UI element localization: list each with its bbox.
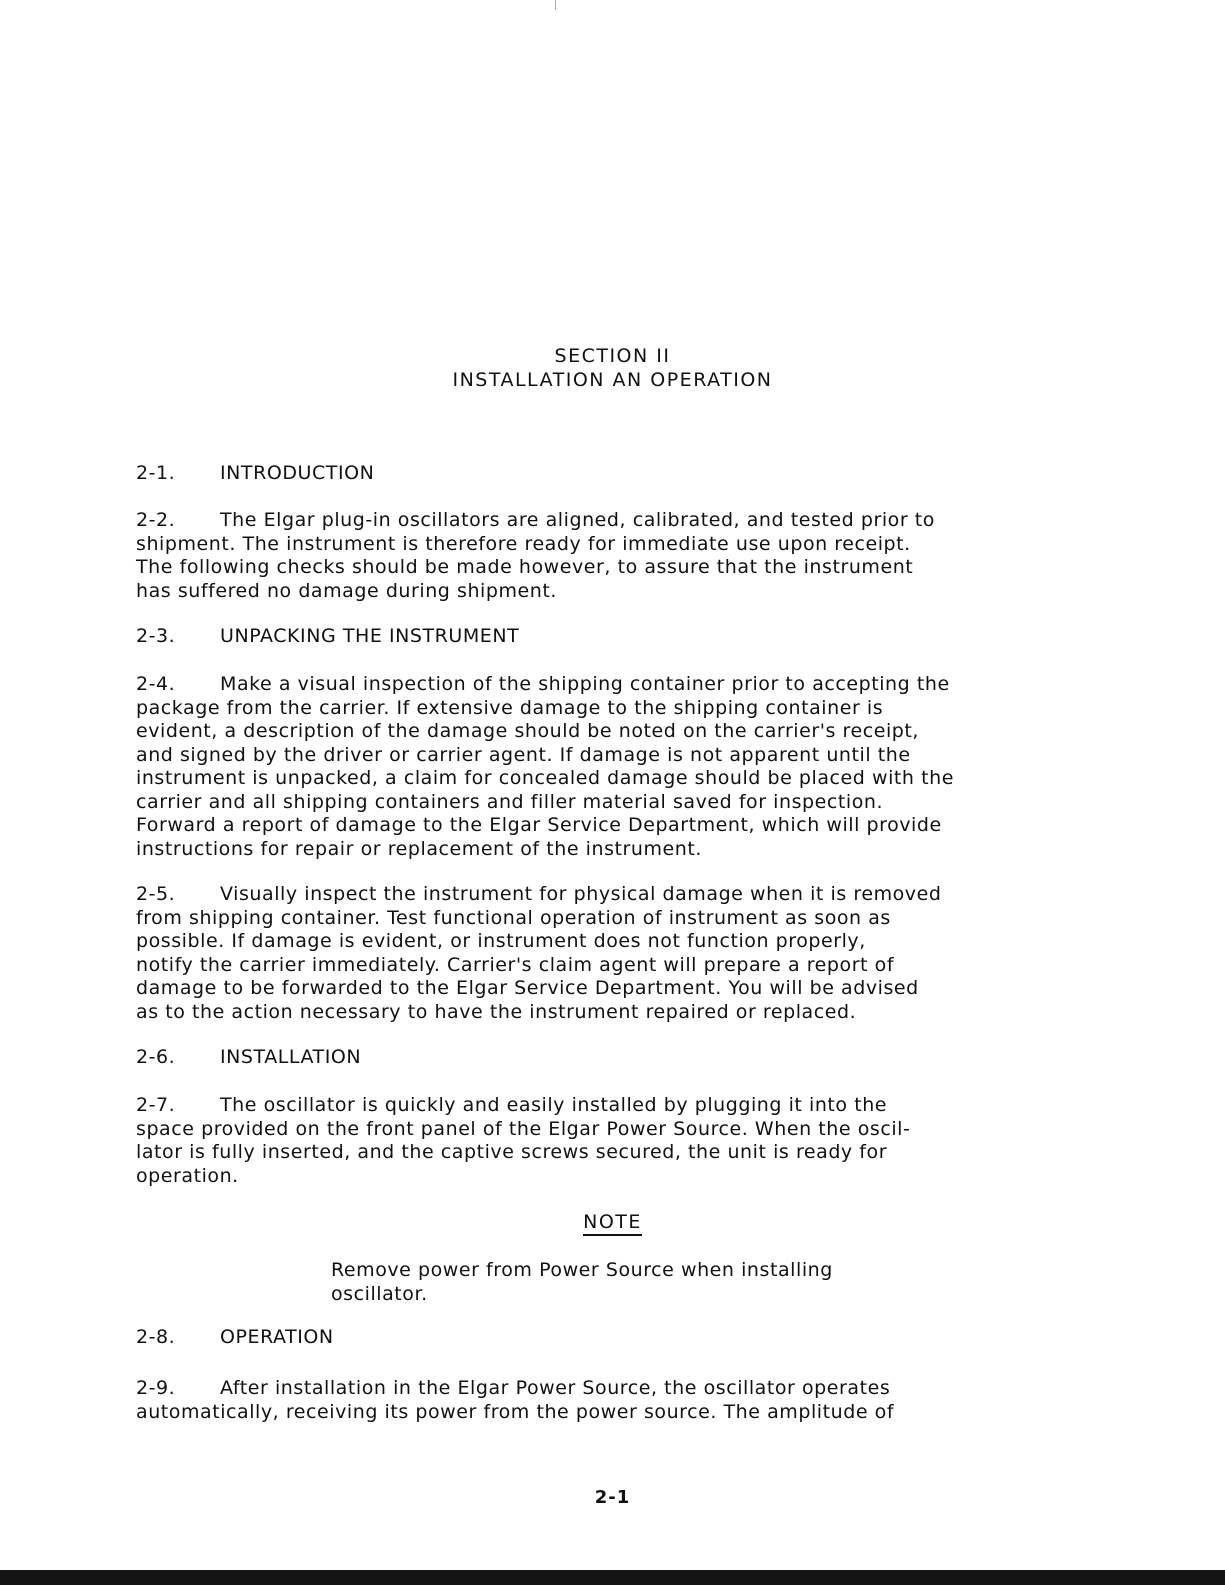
paragraph-line: Forward a report of damage to the Elgar Service Department, which will provide <box>136 814 942 836</box>
paragraph-number: 2-5. <box>136 883 176 905</box>
note-line: Remove power from Power Source when installing <box>331 1259 833 1281</box>
paragraph-line: package from the carrier. If extensive damage to the shipping container is <box>136 696 884 719</box>
paragraph-line: as to the action necessary to have the instrument repaired or replaced. <box>136 1000 857 1023</box>
paragraph-2-9 <box>136 1377 1116 1424</box>
heading-number: 2-1. <box>136 462 176 484</box>
paragraph-line: and signed by the driver or carrier agent. If damage is not apparent until the <box>136 743 911 766</box>
paragraph-line: instructions for repair or replacement of the instrument. <box>136 837 702 860</box>
paragraph-line: Visually inspect the instrument for physical damage when it is removed <box>220 883 942 905</box>
heading-unpacking <box>136 625 1116 649</box>
heading-text: INSTALLATION <box>220 1046 362 1068</box>
paragraph-line: notify the carrier immediately. Carrier's claim agent will prepare a report of <box>136 953 895 976</box>
paragraph-line: Make a visual inspection of the shipping container prior to accepting the <box>220 673 950 695</box>
paragraph-2-7 <box>136 1094 1116 1188</box>
page-number: 2-1 <box>594 1487 631 1508</box>
heading-number: 2-8. <box>136 1326 176 1348</box>
note-body <box>331 1259 833 1306</box>
paragraph-line: shipment. The instrument is therefore ready for immediate use upon receipt. <box>136 532 911 555</box>
heading-text: UNPACKING THE INSTRUMENT <box>220 625 520 647</box>
note-title-text: NOTE <box>583 1211 642 1236</box>
paragraph-number: 2-9. <box>136 1377 176 1399</box>
section-label: SECTION II <box>554 345 671 367</box>
paragraph-line: The Elgar plug-in oscillators are aligned, calibrated, and tested prior to <box>220 509 935 531</box>
paragraph-line: The following checks should be made however, to assure that the instrument <box>136 556 914 578</box>
paragraph-2-2 <box>136 509 1116 603</box>
heading-introduction <box>136 462 1116 486</box>
heading-text: INTRODUCTION <box>220 462 375 484</box>
paragraph-line: damage to be forwarded to the Elgar Service Department. You will be advised <box>136 977 919 999</box>
paragraph-2-5 <box>136 883 1116 1024</box>
paragraph-line: from shipping container. Test functional operation of instrument as soon as <box>136 906 891 929</box>
scan-mark <box>555 0 556 10</box>
heading-operation <box>136 1326 1116 1350</box>
paragraph-line: carrier and all shipping containers and filler material saved for inspection. <box>136 790 884 813</box>
note-title <box>0 1211 1225 1233</box>
paragraph-line: lator is fully inserted, and the captive screws secured, the unit is ready for <box>136 1141 888 1163</box>
heading-number: 2-6. <box>136 1046 176 1068</box>
paragraph-line: operation. <box>136 1164 239 1187</box>
paragraph-number: 2-4. <box>136 673 176 695</box>
paragraph-line: possible. If damage is evident, or instrument does not function properly, <box>136 930 866 952</box>
paragraph-number: 2-7. <box>136 1094 176 1116</box>
paragraph-line: instrument is unpacked, a claim for concealed damage should be placed with the <box>136 767 954 789</box>
paragraph-line: evident, a description of the damage should be noted on the carrier's receipt, <box>136 720 919 742</box>
paragraph-line: space provided on the front panel of the Elgar Power Source. When the oscil- <box>136 1117 911 1140</box>
paragraph-line: After installation in the Elgar Power Source, the oscillator operates <box>220 1377 891 1399</box>
paragraph-2-4 <box>136 673 1116 861</box>
paragraph-line: The oscillator is quickly and easily installed by plugging it into the <box>220 1094 888 1116</box>
note-line: oscillator. <box>331 1282 428 1305</box>
scan-edge <box>0 1570 1225 1585</box>
paragraph-line: automatically, receiving its power from the power source. The amplitude of <box>136 1400 895 1423</box>
section-title: INSTALLATION AN OPERATION <box>452 369 773 391</box>
heading-text: OPERATION <box>220 1326 334 1348</box>
paragraph-number: 2-2. <box>136 509 176 531</box>
paragraph-line: has suffered no damage during shipment. <box>136 579 557 602</box>
heading-installation <box>136 1046 1116 1070</box>
heading-number: 2-3. <box>136 625 176 647</box>
